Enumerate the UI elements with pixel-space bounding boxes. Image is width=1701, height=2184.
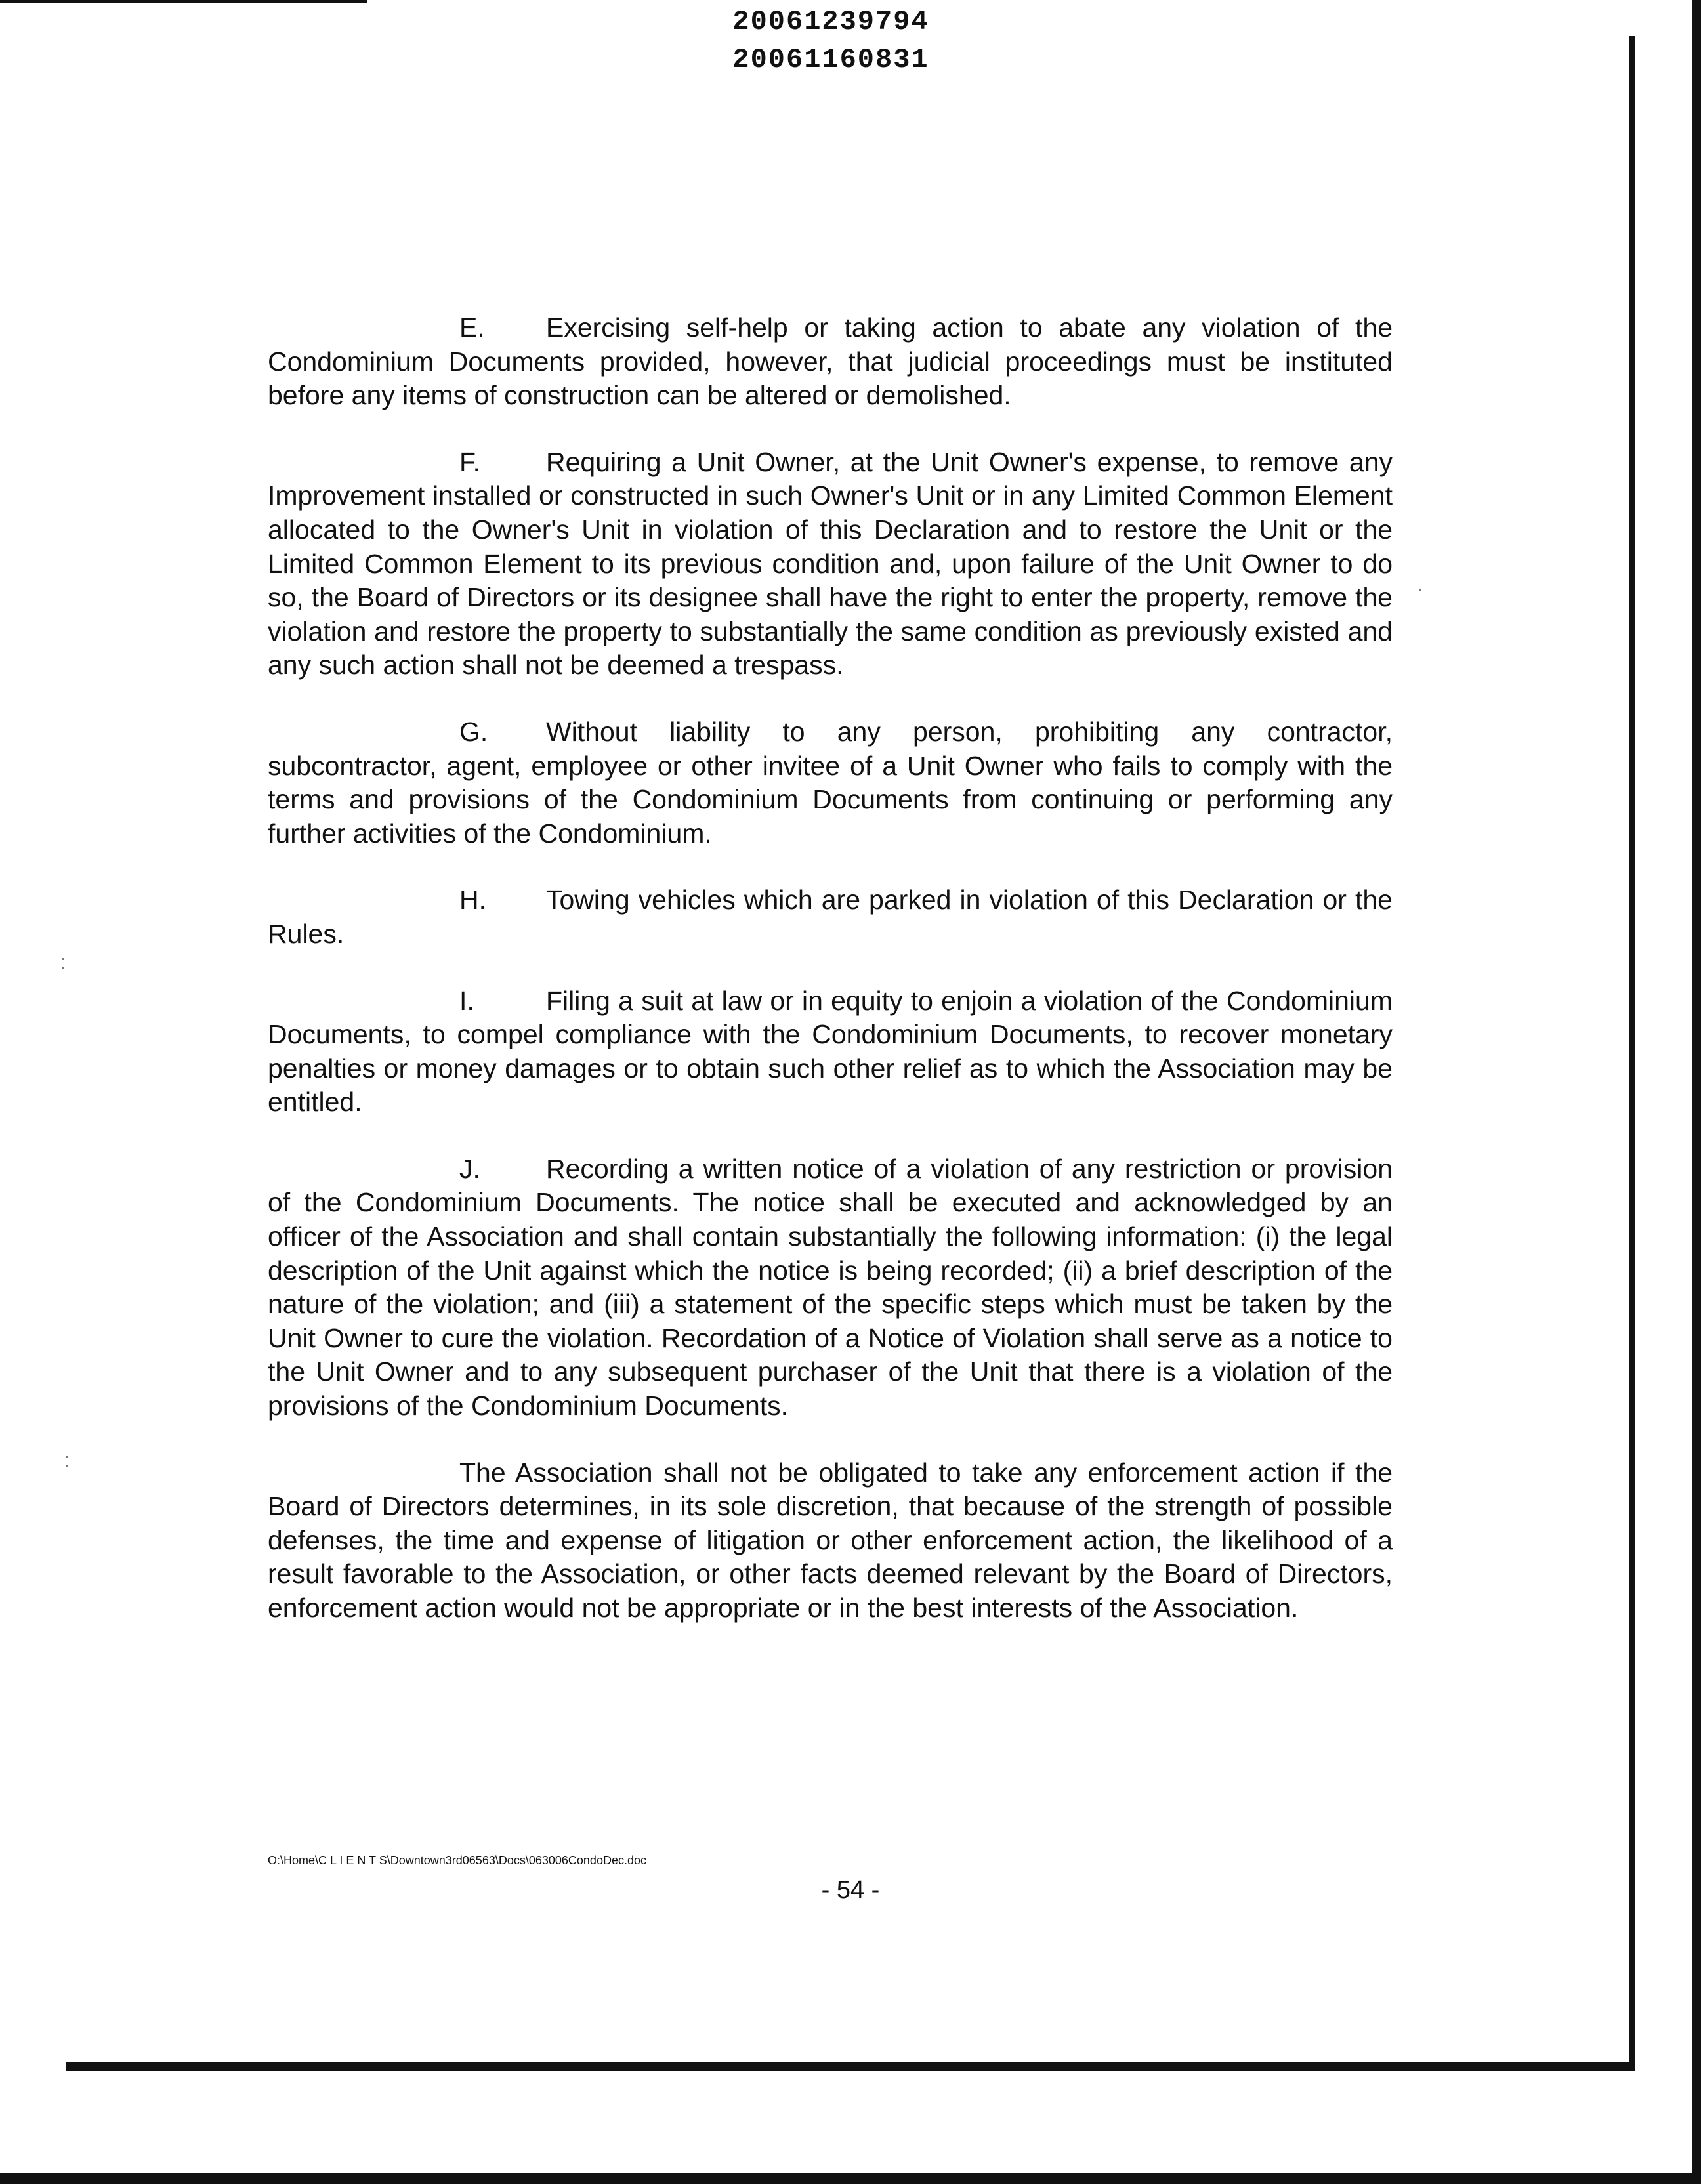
scan-outer-frame-bottom: [0, 2174, 1701, 2184]
scan-speck: [66, 1456, 68, 1458]
paragraph-e: [268, 311, 1393, 413]
document-body: [268, 311, 1393, 1626]
scan-speck: [66, 1465, 68, 1467]
paragraph-h: [268, 883, 1393, 951]
paragraph-label: J.: [459, 1153, 480, 1184]
paragraph-text: The Association shall not be obligated to take any enforcement action if the Board of Directors determines, in its sole discretion, that because of the strength of possible defenses, the time and expense of litigation or other enforcement action, the likelihood of a result favorable to the Association, or other facts deemed relevant by the Board of Directors, enforcement action would not be appropriate or in the best interests of the Association.: [268, 1457, 1393, 1623]
paragraph-text: Towing vehicles which are parked in violation of this Declaration or the Rules.: [268, 885, 1393, 949]
recording-number-1: 20061239794: [732, 6, 929, 37]
paragraph-enforcement-discretion: [268, 1456, 1393, 1626]
paragraph-label: H.: [459, 885, 486, 915]
paragraph-label: I.: [459, 985, 474, 1016]
footer-file-path: O:\Home\C L I E N T S\Downtown3rd06563\Docs\063006CondoDec.doc: [268, 1854, 646, 1867]
scan-bottom-border: [66, 2062, 1635, 2071]
paragraph-i: [268, 984, 1393, 1120]
scan-outer-frame-right: [1692, 0, 1701, 2184]
paragraph-f: [268, 446, 1393, 682]
paragraph-j: [268, 1152, 1393, 1423]
scan-speck: [62, 967, 64, 969]
page-number: - 54 -: [821, 1876, 880, 1904]
paragraph-label: F.: [459, 446, 480, 477]
scan-right-border: [1629, 36, 1635, 2070]
paragraph-text: Requiring a Unit Owner, at the Unit Owner's expense, to remove any Improvement installed or constructed in such Owner's Unit or in any Limited Common Element allocated to the Owner's Unit in violation of this Declaration and to restore the Unit or the Limited Common Element to its previous condition and, upon failure of the Unit Owner to do so, the Board of Directors or its designee shall have the right to enter the property, remove the violation and restore the property to substantially the same condition as previously existed and any such action shall not be deemed a trespass.: [268, 446, 1393, 681]
paragraph-text: Exercising self-help or taking action to abate any violation of the Condominium Documents provided, however, that judicial proceedings must be instituted before any items of construction can be altered or demolished.: [268, 312, 1393, 411]
paragraph-label: E.: [459, 312, 485, 343]
paragraph-text: Filing a suit at law or in equity to enjoin a violation of the Condominium Documents, to compel compliance with the Condominium Documents, to recover monetary penalties or money damages or to obtain such other relief as to which the Association may be entitled.: [268, 985, 1393, 1118]
scan-speck: [62, 958, 64, 960]
paragraph-text: Recording a written notice of a violation of any restriction or provision of the Condominium Documents. The notice shall be executed and acknowledged by an officer of the Association and shall contain substantially the following information: (i) the legal description of the Unit against which the notice is being recorded; (ii) a brief description of the nature of the violation; and (iii) a statement of the specific steps which must be taken by the Unit Owner to cure the violation. Recordation of a Notice of Violation shall serve as a notice to the Unit Owner and to any subsequent purchaser of the Unit that there is a violation of the provisions of the Condominium Documents.: [268, 1153, 1393, 1421]
recording-number-2: 20061160831: [732, 44, 929, 75]
paragraph-label: G.: [459, 716, 488, 747]
scan-speck: [1419, 589, 1421, 591]
recording-numbers: [0, 3, 1701, 79]
paragraph-g: [268, 715, 1393, 850]
paragraph-text: Without liability to any person, prohibiting any contractor, subcontractor, agent, employee or other invitee of a Unit Owner who fails to comply with the terms and provisions of the Condominium Documents from continuing or performing any further activities of the Condominium.: [268, 716, 1393, 849]
